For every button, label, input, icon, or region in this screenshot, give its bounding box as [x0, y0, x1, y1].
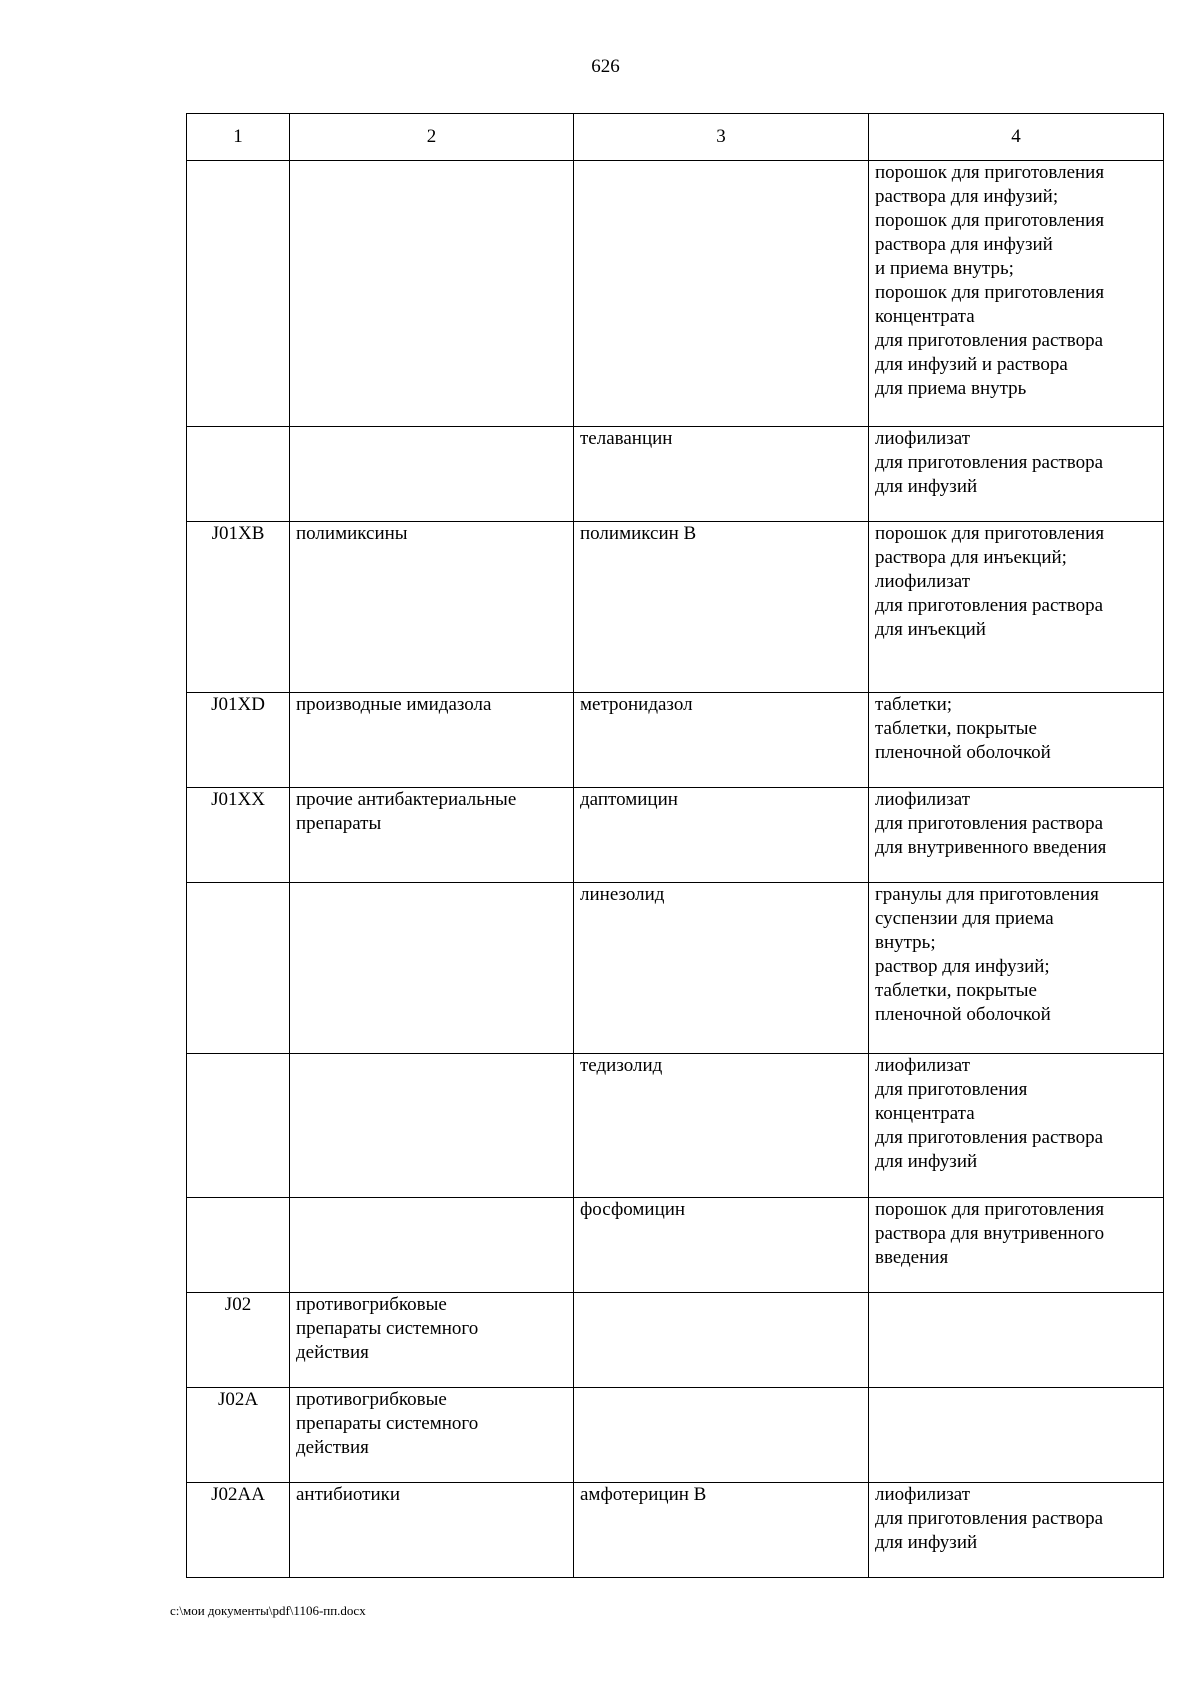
- dosage-form-cell-line: для инфузий: [875, 1532, 978, 1553]
- atc-code-cell: J02A: [187, 1388, 290, 1483]
- drug-name-cell: [574, 788, 869, 883]
- table-row: [187, 1054, 1164, 1198]
- drug-name-cell: [574, 1198, 869, 1293]
- drug-name-cell: [574, 1054, 869, 1198]
- group-cell-line: противогрибковые: [296, 1389, 447, 1410]
- table-body: [187, 161, 1164, 1578]
- drug-name-cell-line: фосфомицин: [580, 1199, 686, 1220]
- group-cell: [290, 1198, 574, 1293]
- table-row: [187, 1293, 1164, 1388]
- table-row: [187, 883, 1164, 1054]
- drug-name-cell-line: даптомицин: [580, 789, 678, 810]
- table-row: [187, 1483, 1164, 1578]
- dosage-form-cell-line: введения: [875, 1247, 949, 1268]
- dosage-form-cell-line: для приготовления раствора: [875, 595, 1103, 616]
- table-row: [187, 161, 1164, 427]
- dosage-form-cell-line: для внутривенного введения: [875, 837, 1107, 858]
- drug-name-cell-line: телаванцин: [580, 428, 673, 449]
- group-cell: [290, 1388, 574, 1483]
- atc-code-cell: J01XX: [187, 788, 290, 883]
- dosage-form-cell-line: раствора для внутривенного: [875, 1223, 1105, 1244]
- group-cell-line: препараты системного: [296, 1413, 479, 1434]
- dosage-form-cell: [869, 693, 1164, 788]
- drug-name-cell: [574, 1388, 869, 1483]
- footer-file-path: c:\мои документы\pdf\1106-пп.docx: [170, 1603, 366, 1618]
- dosage-form-cell-line: гранулы для приготовления: [875, 884, 1099, 905]
- dosage-form-cell-line: лиофилизат: [875, 789, 971, 810]
- dosage-form-cell-line: для инъекций: [875, 619, 986, 640]
- drug-name-cell-line: линезолид: [580, 884, 665, 905]
- drug-name-cell: [574, 1483, 869, 1578]
- dosage-form-cell: [869, 161, 1164, 427]
- dosage-form-cell-line: внутрь;: [875, 932, 936, 953]
- drug-name-cell: [574, 693, 869, 788]
- atc-code-cell: [187, 427, 290, 522]
- atc-code-cell: [187, 1198, 290, 1293]
- dosage-form-cell-line: раствор для инфузий;: [875, 956, 1050, 977]
- group-cell: [290, 161, 574, 427]
- dosage-form-cell-line: порошок для приготовления: [875, 210, 1105, 231]
- group-cell: [290, 522, 574, 693]
- group-cell-line: полимиксины: [296, 523, 408, 544]
- dosage-form-cell-line: таблетки, покрытые: [875, 980, 1037, 1001]
- group-cell: [290, 1054, 574, 1198]
- dosage-form-cell-line: таблетки;: [875, 694, 953, 715]
- dosage-form-cell-line: раствора для инфузий;: [875, 186, 1059, 207]
- group-cell-line: прочие антибактериальные: [296, 789, 517, 810]
- drug-name-cell-line: тедизолид: [580, 1055, 663, 1076]
- table-row: [187, 693, 1164, 788]
- group-cell-line: действия: [296, 1342, 369, 1363]
- dosage-form-cell-line: пленочной оболочкой: [875, 742, 1051, 763]
- group-cell-line: препараты: [296, 813, 382, 834]
- dosage-form-cell-line: для инфузий и раствора: [875, 354, 1068, 375]
- drug-name-cell-line: амфотерицин В: [580, 1484, 707, 1505]
- dosage-form-cell: [869, 1388, 1164, 1483]
- group-cell: [290, 1483, 574, 1578]
- drug-name-cell-line: полимиксин В: [580, 523, 697, 544]
- atc-code-cell: J01XB: [187, 522, 290, 693]
- dosage-form-cell-line: концентрата: [875, 306, 975, 327]
- atc-code-cell: [187, 1054, 290, 1198]
- atc-code-cell: J02: [187, 1293, 290, 1388]
- header-cell-2: 2: [290, 114, 574, 161]
- dosage-form-cell: [869, 1198, 1164, 1293]
- dosage-form-cell-line: и приема внутрь;: [875, 258, 1014, 279]
- atc-code-cell: J01XD: [187, 693, 290, 788]
- header-cell-4: 4: [869, 114, 1164, 161]
- drug-name-cell-line: метронидазол: [580, 694, 693, 715]
- drug-name-cell: [574, 1293, 869, 1388]
- dosage-form-cell-line: для приема внутрь: [875, 378, 1027, 399]
- dosage-form-cell-line: пленочной оболочкой: [875, 1004, 1051, 1025]
- drug-name-cell: [574, 427, 869, 522]
- dosage-form-cell-line: суспензии для приема: [875, 908, 1054, 929]
- drug-name-cell: [574, 161, 869, 427]
- dosage-form-cell: [869, 883, 1164, 1054]
- dosage-form-cell: [869, 427, 1164, 522]
- drug-name-cell: [574, 522, 869, 693]
- atc-code-cell: [187, 883, 290, 1054]
- dosage-form-cell-line: раствора для инъекций;: [875, 547, 1067, 568]
- table-row: [187, 522, 1164, 693]
- dosage-form-cell-line: таблетки, покрытые: [875, 718, 1037, 739]
- table-row: [187, 1198, 1164, 1293]
- dosage-form-cell-line: порошок для приготовления: [875, 282, 1105, 303]
- dosage-form-cell-line: для инфузий: [875, 476, 978, 497]
- dosage-form-cell: [869, 522, 1164, 693]
- dosage-form-cell-line: лиофилизат: [875, 1484, 971, 1505]
- drug-name-cell: [574, 883, 869, 1054]
- dosage-form-cell-line: порошок для приготовления: [875, 523, 1105, 544]
- dosage-form-cell-line: раствора для инфузий: [875, 234, 1053, 255]
- dosage-form-cell-line: для инфузий: [875, 1151, 978, 1172]
- group-cell-line: антибиотики: [296, 1484, 401, 1505]
- dosage-form-cell: [869, 1054, 1164, 1198]
- dosage-form-cell-line: для приготовления: [875, 1079, 1028, 1100]
- group-cell: [290, 883, 574, 1054]
- dosage-form-cell-line: для приготовления раствора: [875, 1127, 1103, 1148]
- dosage-form-cell-line: порошок для приготовления: [875, 162, 1105, 183]
- header-cell-3: 3: [574, 114, 869, 161]
- page-number: 626: [591, 56, 620, 77]
- dosage-form-cell: [869, 1293, 1164, 1388]
- group-cell: [290, 788, 574, 883]
- group-cell-line: противогрибковые: [296, 1294, 447, 1315]
- dosage-form-cell: [869, 788, 1164, 883]
- dosage-form-cell-line: лиофилизат: [875, 571, 971, 592]
- table-row: [187, 788, 1164, 883]
- group-cell-line: препараты системного: [296, 1318, 479, 1339]
- atc-code-cell: J02AA: [187, 1483, 290, 1578]
- dosage-form-cell-line: лиофилизат: [875, 428, 971, 449]
- dosage-form-cell-line: для приготовления раствора: [875, 1508, 1103, 1529]
- group-cell: [290, 693, 574, 788]
- group-cell: [290, 1293, 574, 1388]
- dosage-form-cell-line: концентрата: [875, 1103, 975, 1124]
- dosage-form-cell: [869, 1483, 1164, 1578]
- header-cell-1: 1: [187, 114, 290, 161]
- dosage-form-cell-line: порошок для приготовления: [875, 1199, 1105, 1220]
- dosage-form-cell-line: для приготовления раствора: [875, 452, 1103, 473]
- drug-table: [186, 113, 1164, 1578]
- group-cell-line: производные имидазола: [296, 694, 492, 715]
- dosage-form-cell-line: для приготовления раствора: [875, 813, 1103, 834]
- dosage-form-cell-line: для приготовления раствора: [875, 330, 1103, 351]
- group-cell-line: действия: [296, 1437, 369, 1458]
- header-row: [187, 114, 1164, 161]
- group-cell: [290, 427, 574, 522]
- table-row: [187, 427, 1164, 522]
- table-row: [187, 1388, 1164, 1483]
- atc-code-cell: [187, 161, 290, 427]
- dosage-form-cell-line: лиофилизат: [875, 1055, 971, 1076]
